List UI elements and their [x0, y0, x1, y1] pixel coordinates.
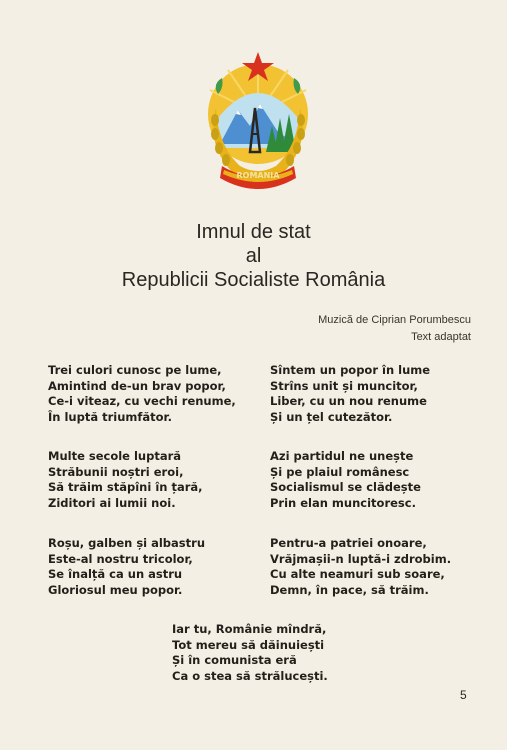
verse-line: Tot mereu să dăinuiești	[172, 637, 325, 652]
verse-line: Pentru-a patriei onoare,	[270, 536, 427, 550]
verse-line: Străbunii noștri eroi,	[48, 464, 184, 479]
verse-line: Prin elan muncitoresc.	[270, 495, 416, 510]
title-line: Republicii Socialiste România	[121, 269, 386, 291]
composer-credit: Muzică de Ciprian Porumbescu	[318, 314, 471, 326]
verse-line: Liber, cu un nou renume	[270, 394, 427, 408]
verse-line: Strîns unit și muncitor,	[270, 378, 418, 393]
stanza-7	[172, 622, 328, 684]
verse-line: Roșu, galben și albastru	[48, 536, 206, 550]
verse-line: În luptă triumfător.	[48, 409, 172, 424]
verse-line: Ca o stea să strălucești.	[172, 668, 328, 683]
verse-line: Și un țel cutezător.	[270, 409, 393, 424]
verse-line: Amintind de-un brav popor,	[48, 378, 226, 393]
page-title	[0, 220, 507, 292]
stanza-6	[270, 536, 451, 598]
verse-line: Iar tu, Românie mîndră,	[172, 622, 327, 636]
coat-of-arms-icon	[188, 48, 328, 198]
verse-line: Și pe plaiul românesc	[270, 464, 410, 479]
verse-line: Demn, în pace, să trăim.	[270, 582, 429, 597]
verse-line: Vrăjmașii-n luptă-i zdrobim.	[270, 551, 452, 566]
text-credit: Text adaptat	[411, 331, 471, 343]
stanza-5	[48, 536, 205, 598]
verse-line: Și în comunista eră	[172, 653, 297, 667]
verse-line: Multe secole luptară	[48, 449, 182, 463]
verse-line: Gloriosul meu popor.	[48, 582, 183, 597]
verse-line: Sîntem un popor în lume	[270, 363, 431, 377]
verse-line: Socialismul se clădește	[270, 480, 421, 494]
verse-line: Trei culori cunosc pe lume,	[48, 363, 222, 377]
verse-line: Cu alte neamuri sub soare,	[270, 567, 445, 581]
verse-line: Se înalță ca un astru	[48, 567, 183, 581]
verse-line: Este-al nostru tricolor,	[48, 551, 193, 566]
stanza-3	[48, 449, 203, 511]
title-line: al	[245, 245, 262, 267]
verse-line: Ziditori ai lumii noi.	[48, 495, 176, 510]
title-line: Imnul de stat	[196, 221, 311, 243]
emblem-text: ROMANIA	[236, 171, 280, 180]
verse-line: Azi partidul ne unește	[270, 449, 414, 463]
credits	[318, 312, 471, 346]
page-number: 5	[460, 688, 467, 702]
stanza-1	[48, 363, 236, 425]
verse-line: Ce-i viteaz, cu vechi renume,	[48, 394, 236, 408]
stanza-2	[270, 363, 430, 425]
stanza-4	[270, 449, 421, 511]
verse-line: Să trăim stăpîni în țară,	[48, 480, 203, 494]
